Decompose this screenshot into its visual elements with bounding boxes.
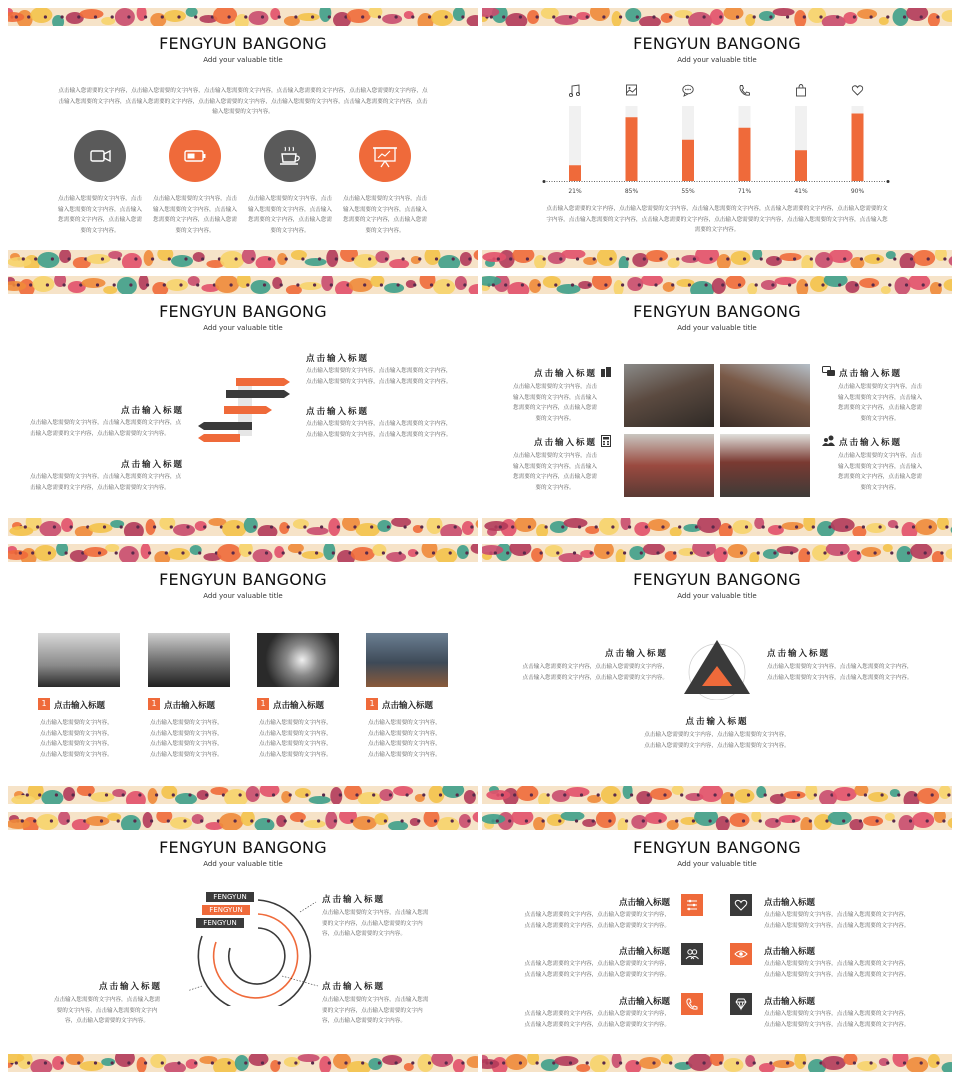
chart-paragraph: 点击输入您需要的文字内容，点击输入您需要的文字内容，点击输入您需要的文字内容，点击输入您需要的文字内容，点击输入您需要的文字内容，点击输入您需要的文字内容，点击输入您需要的文字内容，点击输入您需要的文字内容，点击输入您需要的文字内容，点击输入您需要的文字内容。: [546, 206, 888, 233]
floral-band-bottom: [482, 518, 952, 536]
card-text-2: 点击输入您需要的文字内容，点击输入您需要的文字内容，点击输入您需要的文字内容，点击输入您需要的文字内容。: [150, 720, 223, 758]
text-br: 点击输入您需要的文字内容，点击输入您需要的文字内容，点击输入您需要的文字内容，点击输入您需要的文字内容。: [838, 453, 922, 491]
card-heading-4: 点击输入标题: [382, 701, 434, 711]
slide-4: [482, 276, 952, 536]
floral-band-bottom: [482, 786, 952, 804]
floral-band-top: [8, 812, 478, 830]
floral-pattern: [482, 276, 952, 294]
slide-title: FENGYUN BANGONG: [633, 570, 801, 589]
heading-r2: 点击输入标题: [764, 947, 816, 957]
sliders-tile: [681, 894, 703, 916]
floral-pattern: [482, 544, 952, 562]
bar-2: [626, 117, 638, 181]
chat-icon: [683, 85, 693, 96]
phone-icon: [740, 86, 750, 96]
icon-row: [8, 130, 478, 250]
bar-3: [682, 140, 694, 181]
floral-pattern: [482, 1054, 952, 1072]
number-badge-3: 1: [257, 698, 269, 710]
label-box-3: FENGYUN: [196, 918, 244, 928]
phone-icon: [681, 993, 703, 1015]
heading-r3: 点击输入标题: [764, 997, 816, 1007]
floral-band-bottom: [8, 250, 478, 268]
bar-value-label: 85%: [624, 188, 639, 195]
eye-tile: [730, 943, 752, 965]
text-l2: 点击输入您需要的文字内容，点击输入您需要的文字内容，点击输入您需要的文字内容，点击输入您需要的文字内容。: [524, 961, 670, 978]
photo-street-1: [624, 364, 714, 427]
floral-pattern: [482, 250, 952, 268]
text-left: 点击输入您需要的文字内容，点击输入您需要的文字内容，点击输入您需要的文字内容，点击输入您需要的文字内容。: [522, 664, 668, 681]
card-text-3: 点击输入您需要的文字内容，点击输入您需要的文字内容，点击输入您需要的文字内容，点击输入您需要的文字内容。: [259, 720, 332, 758]
floral-band-bottom: [8, 518, 478, 536]
heading-tl: 点击输入标题: [533, 369, 597, 379]
floral-pattern: [8, 786, 478, 804]
floral-pattern: [8, 518, 478, 536]
heading-bl: 点击输入标题: [98, 982, 162, 992]
heading-tr: 点击输入标题: [322, 895, 386, 905]
slide-subtitle: Add your valuable title: [203, 324, 283, 332]
slide-subtitle: Add your valuable title: [677, 592, 757, 600]
number-badge-1: 1: [38, 698, 50, 710]
heading-right-1: 点击输入标题: [306, 354, 370, 364]
stair-arrows-graphic: [196, 372, 296, 452]
card-text-1: 点击输入您需要的文字内容，点击输入您需要的文字内容，点击输入您需要的文字内容，点击输入您需要的文字内容。: [40, 720, 113, 758]
text-tl: 点击输入您需要的文字内容，点击输入您需要的文字内容，点击输入您需要的文字内容，点击输入您需要的文字内容。: [513, 384, 597, 422]
heading-right-2: 点击输入标题: [306, 407, 370, 417]
bar-chart: [482, 78, 952, 203]
bar-value-label: 90%: [850, 188, 865, 195]
axis-end-dot: [543, 180, 546, 183]
bag-icon: [797, 85, 806, 97]
card-text-4: 点击输入您需要的文字内容，点击输入您需要的文字内容，点击输入您需要的文字内容，点击输入您需要的文字内容。: [368, 720, 441, 758]
floral-pattern: [8, 8, 478, 26]
bar-value-label: 71%: [737, 188, 752, 195]
heading-br: 点击输入标题: [839, 438, 903, 448]
floral-pattern: [8, 250, 478, 268]
text-bottom: 点击输入您需要的文字内容，点击输入您需要的文字内容，点击输入您需要的文字内容，点击输入您需要的文字内容。: [644, 732, 790, 749]
slide-subtitle: Add your valuable title: [203, 56, 283, 64]
icon-text-4: 点击输入您需要的文字内容，点击输入您需要的文字内容，点击输入您需要的文字内容，点击输入您需要的文字内容。: [343, 196, 427, 234]
floral-band-bottom: [8, 786, 478, 804]
label-box-1: FENGYUN: [206, 892, 254, 902]
battery-icon: [169, 130, 221, 182]
music-icon: [569, 85, 579, 97]
icon-text-3: 点击输入您需要的文字内容，点击输入您需要的文字内容，点击输入您需要的文字内容，点击输入您需要的文字内容。: [248, 196, 332, 234]
heading-l2: 点击输入标题: [618, 947, 670, 957]
slide-title: FENGYUN BANGONG: [159, 34, 327, 53]
slide-subtitle: Add your valuable title: [203, 592, 283, 600]
slide-7: [8, 812, 478, 1072]
heading-tr: 点击输入标题: [839, 369, 903, 379]
bar-value-label: 21%: [568, 188, 582, 195]
label-box-2: FENGYUN: [202, 905, 250, 915]
intro-paragraph: 点击输入您需要的文字内容，点击输入您需要的文字内容，点击输入您需要的文字内容，点击输入您需要的文字内容，点击输入您需要的文字内容，点击输入您需要的文字内容，点击输入您需要的文字内容，点击输入您需要的文字内容，点击输入您需要的文字内容，点击输入您需要的文字内容，点击输入您需要的文字内容。: [58, 88, 428, 115]
heading-right: 点击输入标题: [767, 649, 831, 659]
card-heading-2: 点击输入标题: [164, 701, 216, 711]
heading-left-1: 点击输入标题: [120, 406, 184, 416]
chat-bubbles-icon: [822, 366, 836, 378]
bar-1: [569, 165, 581, 181]
slide-title: FENGYUN BANGONG: [159, 570, 327, 589]
text-l3: 点击输入您需要的文字内容，点击输入您需要的文字内容，点击输入您需要的文字内容，点击输入您需要的文字内容。: [524, 1011, 670, 1028]
slide-2: [482, 8, 952, 268]
floral-band-top: [482, 8, 952, 26]
slide-title: FENGYUN BANGONG: [633, 838, 801, 857]
floral-band-top: [482, 544, 952, 562]
sliders-icon: [681, 894, 703, 916]
text-tr: 点击输入您需要的文字内容，点击输入您需要的文字内容，点击输入您需要的文字内容，点击输入您需要的文字内容。: [322, 910, 429, 937]
heading-bottom: 点击输入标题: [685, 717, 749, 727]
floral-pattern: [8, 276, 478, 294]
eye-icon: [730, 943, 752, 965]
users-tile: [681, 943, 703, 965]
presentation-icon: [359, 130, 411, 182]
heading-br: 点击输入标题: [322, 982, 386, 992]
triangle-graphic: [680, 636, 754, 700]
floral-band-top: [482, 276, 952, 294]
number-badge-4: 1: [366, 698, 378, 710]
floral-band-bottom: [482, 1054, 952, 1072]
text-br: 点击输入您需要的文字内容，点击输入您需要的文字内容，点击输入您需要的文字内容，点击输入您需要的文字内容。: [322, 997, 429, 1024]
icon-text-2: 点击输入您需要的文字内容，点击输入您需要的文字内容，点击输入您需要的文字内容，点击输入您需要的文字内容。: [153, 196, 237, 234]
text-l1: 点击输入您需要的文字内容，点击输入您需要的文字内容，点击输入您需要的文字内容，点击输入您需要的文字内容。: [524, 912, 670, 929]
floral-pattern: [482, 812, 952, 830]
text-r2: 点击输入您需要的文字内容，点击输入您需要的文字内容，点击输入您需要的文字内容，点击输入您需要的文字内容。: [764, 961, 910, 978]
slide-3: [8, 276, 478, 536]
slide-subtitle: Add your valuable title: [203, 860, 283, 868]
number-badge-2: 1: [148, 698, 160, 710]
text-bl: 点击输入您需要的文字内容，点击输入您需要的文字内容，点击输入您需要的文字内容，点击输入您需要的文字内容。: [53, 997, 161, 1024]
text-right-1: 点击输入您需要的文字内容，点击输入您需要的文字内容，点击输入您需要的文字内容，点击输入您需要的文字内容。: [306, 368, 452, 385]
phone-tile: [681, 993, 703, 1015]
text-left-2: 点击输入您需要的文字内容，点击输入您需要的文字内容，点击输入您需要的文字内容，点击输入您需要的文字内容。: [30, 474, 182, 491]
axis-end-dot: [887, 180, 890, 183]
heading-r1: 点击输入标题: [764, 898, 816, 908]
video-icon: [74, 130, 126, 182]
bar-value-label: 55%: [681, 188, 695, 195]
heart-tile: [730, 894, 752, 916]
text-right: 点击输入您需要的文字内容，点击输入您需要的文字内容，点击输入您需要的文字内容，点击输入您需要的文字内容。: [767, 664, 913, 681]
floral-pattern: [482, 786, 952, 804]
text-tr: 点击输入您需要的文字内容，点击输入您需要的文字内容，点击输入您需要的文字内容，点击输入您需要的文字内容。: [838, 384, 922, 422]
presentation-circle: [359, 130, 411, 182]
users-icon: [681, 943, 703, 965]
slide-8: [482, 812, 952, 1072]
slide-5: [8, 544, 478, 804]
floral-pattern: [8, 812, 478, 830]
slide-subtitle: Add your valuable title: [677, 860, 757, 868]
building-icon: [600, 366, 612, 378]
heading-left: 点击输入标题: [604, 649, 668, 659]
coffee-icon: [264, 130, 316, 182]
slide-title: FENGYUN BANGONG: [159, 838, 327, 857]
diamond-tile: [730, 993, 752, 1015]
floral-band-bottom: [482, 250, 952, 268]
text-right-2: 点击输入您需要的文字内容，点击输入您需要的文字内容，点击输入您需要的文字内容，点击输入您需要的文字内容。: [306, 421, 452, 438]
floral-band-top: [8, 8, 478, 26]
heart-icon: [852, 86, 862, 95]
icon-text-1: 点击输入您需要的文字内容，点击输入您需要的文字内容，点击输入您需要的文字内容，点击输入您需要的文字内容。: [58, 196, 142, 234]
calculator-icon: [600, 435, 612, 447]
bar-value-label: 41%: [794, 188, 808, 195]
coffee-circle: [264, 130, 316, 182]
card-group: [8, 544, 478, 804]
heading-l1: 点击输入标题: [618, 898, 670, 908]
heading-l3: 点击输入标题: [618, 997, 670, 1007]
text-r1: 点击输入您需要的文字内容，点击输入您需要的文字内容，点击输入您需要的文字内容，点击输入您需要的文字内容。: [764, 912, 910, 929]
photo-street-4: [720, 434, 810, 497]
image-icon: [627, 85, 637, 95]
slide-subtitle: Add your valuable title: [677, 56, 757, 64]
concentric-arcs-graphic: [188, 886, 328, 1006]
floral-pattern: [482, 518, 952, 536]
floral-band-bottom: [8, 1054, 478, 1072]
slide-6: [482, 544, 952, 804]
floral-pattern: [8, 1054, 478, 1072]
photo-street-3: [624, 434, 714, 497]
card-heading-1: 点击输入标题: [54, 701, 106, 711]
slide-1: [8, 8, 478, 268]
bar-5: [795, 150, 807, 181]
slide-title: FENGYUN BANGONG: [633, 302, 801, 321]
bar-6: [852, 114, 864, 182]
floral-band-top: [482, 812, 952, 830]
card-heading-3: 点击输入标题: [273, 701, 325, 711]
users-icon: [822, 435, 836, 447]
video-circle: [74, 130, 126, 182]
heading-left-2: 点击输入标题: [120, 460, 184, 470]
text-r3: 点击输入您需要的文字内容，点击输入您需要的文字内容，点击输入您需要的文字内容，点击输入您需要的文字内容。: [764, 1011, 910, 1028]
slide-title: FENGYUN BANGONG: [633, 34, 801, 53]
photo-street-2: [720, 364, 810, 427]
battery-circle: [169, 130, 221, 182]
diamond-icon: [730, 993, 752, 1015]
text-left-1: 点击输入您需要的文字内容，点击输入您需要的文字内容，点击输入您需要的文字内容，点击输入您需要的文字内容。: [30, 420, 182, 437]
slide-subtitle: Add your valuable title: [677, 324, 757, 332]
floral-band-top: [8, 276, 478, 294]
heading-bl: 点击输入标题: [533, 438, 597, 448]
bar-4: [739, 128, 751, 181]
heart-icon: [730, 894, 752, 916]
text-bl: 点击输入您需要的文字内容，点击输入您需要的文字内容，点击输入您需要的文字内容，点击输入您需要的文字内容。: [513, 453, 597, 491]
floral-pattern: [482, 8, 952, 26]
slide-title: FENGYUN BANGONG: [159, 302, 327, 321]
